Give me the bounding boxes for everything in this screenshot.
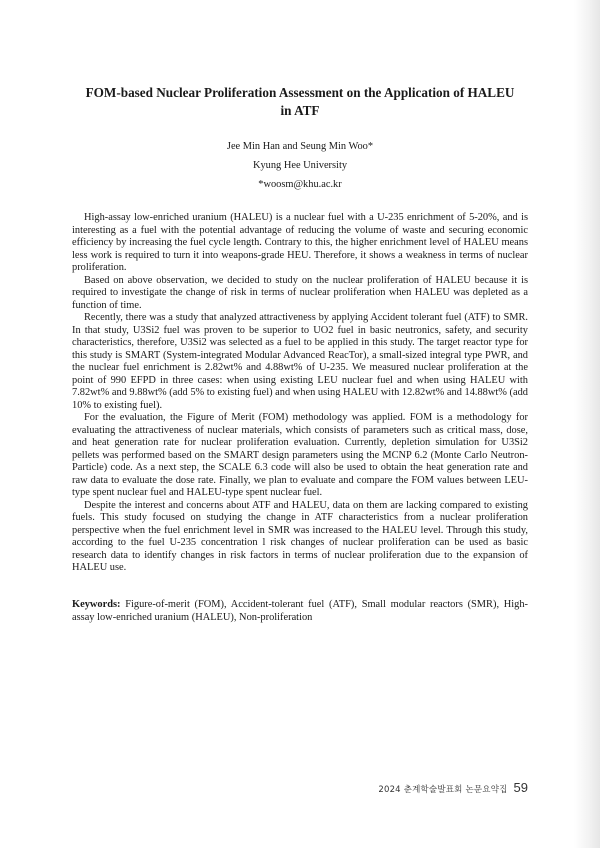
author-list: Jee Min Han and Seung Min Woo* — [226, 141, 374, 152]
abstract-paragraph-3: Recently, there was a study that analyzed attractiveness by applying Accident tolerant fuel (ATF) to SMR. In that study, U3Si2 fuel was proven to be superior to UO2 fuel in basic neutronics, safety, and security characteristics, therefore, U3Si2 was selected as a fuel to be applied in this study. The target reactor type for this study is SMART (System-integrated Modular Advanced ReacTor), a small-sized integral type PWR, and the nuclear fuel enrichment is 2.82wt% and 4.88wt% of U-235. We measured nuclear proliferation at the point of 990 EFPD in three cases: when using existing LEU nuclear fuel and when using HALEU with 7.82wt% and 9.88wt% (add 5% to existing fuel) and when using HALEU with 12.82wt% and 14.88wt% (add 10% to existing fuel). — [72, 312, 528, 411]
keywords-label: Keywords: — [72, 599, 121, 610]
proceedings-label: 2024 춘계학술발표회 논문요약집 — [378, 785, 508, 795]
abstract-paragraph-1: High-assay low-enriched uranium (HALEU) is a nuclear fuel with a U-235 enrichment of 5-20%, and is interesting as a fuel with the potential advantage of reducing the volume of waste and securing economic efficiency by increasing the fuel cycle length. Contrary to this, the higher enrichment level of HALEU means less work is required to turn it into weapons-grade HEU. Therefore, it shows a weakness in terms of nuclear proliferation. — [72, 212, 528, 273]
paper-title: FOM-based Nuclear Proliferation Assessment on the Application of HALEU in ATF — [85, 85, 515, 118]
page-footer — [378, 780, 528, 795]
abstract-paragraph-4: For the evaluation, the Figure of Merit (FOM) methodology was applied. FOM is a methodology for evaluating the attractiveness of nuclear materials, which consists of parameters such as critical mass, dose, and heat generation rate for nuclear proliferation evaluation. Currently, depletion simulation for U3Si2 pellets was performed based on the SMART design parameters using the MCNP 6.2 (Monte Carlo Neutron-Particle) code. As a next step, the SCALE 6.3 code will also be used to obtain the heat generation rate and raw data to evaluate the dose rate. Finally, we plan to evaluate and compare the FOM values between LEU-type spent nuclear fuel and HALEU-type spent nuclear fuel. — [72, 412, 528, 498]
abstract-paragraph-5: Despite the interest and concerns about ATF and HALEU, data on them are lacking compared to existing fuels. This study focused on studying the change in ATF characteristics from a nuclear proliferation perspective when the fuel enrichment level in SMR was increased to the HALEU level. Through this study, according to the fuel U-235 concentration l risk changes of nuclear proliferation can be used as basic research data to identify changes in risk factors in terms of nuclear proliferation due to the expansion of HALEU use. — [72, 499, 528, 573]
abstract-paragraph-2: Based on above observation, we decided to study on the nuclear proliferation of HALEU because it is required to investigate the change of risk in terms of nuclear proliferation when HALEU was depleted as a function of time. — [72, 274, 528, 311]
keywords-block — [72, 598, 528, 624]
abstract-body — [72, 212, 528, 575]
author-email: *woosm@khu.ac.kr — [258, 179, 342, 190]
keywords-list: Figure-of-merit (FOM), Accident-tolerant fuel (ATF), Small modular reactors (SMR), High-assay low-enriched uranium (HALEU), Non-proliferation — [72, 599, 528, 623]
affiliation: Kyung Hee University — [252, 160, 348, 171]
page-number: 59 — [513, 780, 528, 795]
page-edge-shadow — [574, 0, 600, 848]
